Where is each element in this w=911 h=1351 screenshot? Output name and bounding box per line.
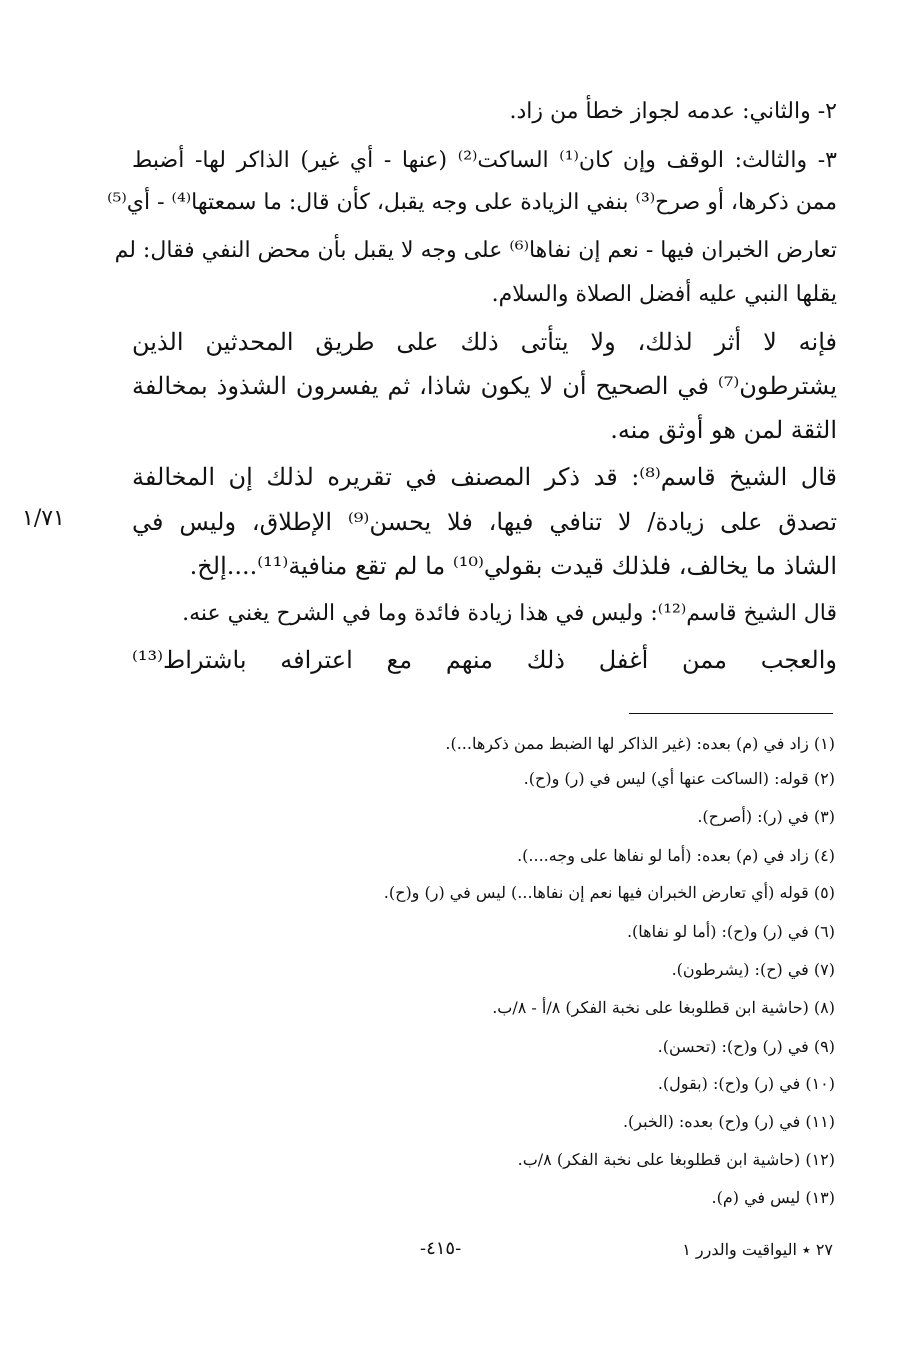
footnote: (١٣) ليس في (م). [711,1188,835,1207]
body-line: ٣- والثالث: الوقف وإن كان⁽¹⁾ الساكت⁽²⁾ (عنها - أي غير) الذاكر لها- أضبط [132,148,837,173]
body-line: ٢- والثاني: عدمه لجواز خطأ من زاد. [509,99,837,124]
footnote: (١٠) في (ر) و(ح): (بقول). [657,1074,835,1093]
body-line: يشترطون⁽⁷⁾ في الصحيح أن لا يكون شاذا، ثم يفسرون الشذوذ بمخالفة [132,372,837,400]
footnote: (٦) في (ر) و(ح): (أما لو نفاها). [626,922,835,941]
footnote: (٤) زاد في (م) بعده: (أما لو نفاها على وجه....). [517,846,835,865]
footnote: (٢) قوله: (الساكت عنها أي) ليس في (ر) و(ح). [523,769,835,788]
footnote: (٥) قوله (أي تعارض الخبران فيها نعم إن نفاها...) ليس في (ر) و(ح). [383,883,835,902]
footnote: (٩) في (ر) و(ح): (تحسن). [657,1037,835,1056]
footnote: (١٢) (حاشية ابن قطلوبغا على نخبة الفكر) ٨/ب. [517,1150,835,1169]
body-line: تعارض الخبران فيها - نعم إن نفاها⁽⁶⁾ على وجه لا يقبل بأن محض النفي فقال: لم [114,238,837,263]
body-line: قال الشيخ قاسم⁽⁸⁾: قد ذكر المصنف في تقريره لذلك إن المخالفة [132,463,837,491]
body-line: الثقة لمن هو أوثق منه. [610,416,837,444]
page-number: -٤١٥- [420,1238,462,1259]
footnote: (٣) في (ر): (أصرح). [697,807,835,826]
body-line: الشاذ ما يخالف، فلذلك قيدت بقولي⁽¹⁰⁾ ما لم تقع منافية⁽¹¹⁾....إلخ. [189,552,837,580]
printer-signature: ٢٧ ٭ اليواقيت والدرر ١ [682,1240,833,1259]
footnote: (١) زاد في (م) بعده: (غير الذاكر لها الضبط ممن ذكرها...). [445,734,835,753]
footnote: (٧) في (ح): (يشرطون). [671,960,835,979]
body-line: ممن ذكرها، أو صرح⁽³⁾ بنفي الزيادة على وجه يقبل، كأن قال: ما سمعتها⁽⁴⁾ - أي⁽⁵⁾ [107,190,837,215]
body-line: والعجب ممن أغفل ذلك منهم مع اعترافه باشتراط⁽¹³⁾ [132,646,837,674]
body-line: تصدق على زيادة/ لا تنافي فيها، فلا يحسن⁽⁹⁾ الإطلاق، وليس في [132,508,837,536]
body-line: يقلها النبي عليه أفضل الصلاة والسلام. [491,282,837,307]
footnote-separator [629,713,833,714]
body-line: فإنه لا أثر لذلك، ولا يتأتى ذلك على طريق المحدثين الذين [132,328,837,356]
footnote: (٨) (حاشية ابن قطلوبغا على نخبة الفكر) ٨/أ - ٨/ب. [492,998,835,1017]
footnote: (١١) في (ر) و(ح) بعده: (الخبر). [622,1112,835,1131]
margin-folio-note: ١/٧١ [22,506,65,531]
body-line: قال الشيخ قاسم⁽¹²⁾: وليس في هذا زيادة فائدة وما في الشرح يغني عنه. [182,601,837,626]
